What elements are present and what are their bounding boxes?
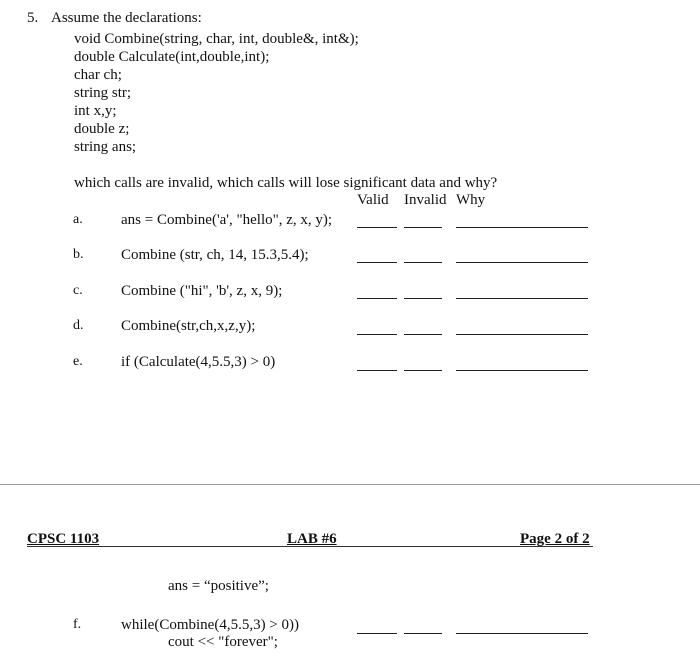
item-call: ans = Combine('a', "hello", z, x, y); <box>121 212 333 228</box>
valid-blank[interactable] <box>357 370 397 371</box>
item-call: Combine(str,ch,x,z,y); <box>121 318 256 334</box>
declaration-line: int x,y; <box>74 103 117 119</box>
page-break-divider <box>0 484 700 485</box>
valid-blank[interactable] <box>357 227 397 228</box>
footer-rule <box>27 546 593 547</box>
footer-course: CPSC 1103 <box>27 531 100 547</box>
header-why: Why <box>456 192 486 208</box>
item-letter: a. <box>73 212 83 227</box>
valid-blank[interactable] <box>357 334 397 335</box>
item-letter: c. <box>73 283 83 298</box>
item-letter: b. <box>73 247 84 262</box>
invalid-blank[interactable] <box>404 370 442 371</box>
invalid-blank[interactable] <box>404 298 442 299</box>
item-letter: d. <box>73 318 84 333</box>
why-blank[interactable] <box>456 633 588 634</box>
item-call: if (Calculate(4,5.5,3) > 0) <box>121 354 276 370</box>
question-intro: Assume the declarations: <box>51 10 202 26</box>
question-number: 5. <box>27 10 39 26</box>
invalid-blank[interactable] <box>404 262 442 263</box>
valid-blank[interactable] <box>357 262 397 263</box>
continuation-line: ans = “positive”; <box>168 578 269 594</box>
declaration-line: string ans; <box>74 139 137 155</box>
item-call: while(Combine(4,5.5,3) > 0)) <box>121 617 300 633</box>
footer-lab: LAB #6 <box>287 531 337 547</box>
why-blank[interactable] <box>456 227 588 228</box>
item-letter: e. <box>73 354 83 369</box>
why-blank[interactable] <box>456 334 588 335</box>
invalid-blank[interactable] <box>404 633 442 634</box>
declaration-line: string str; <box>74 85 132 101</box>
invalid-blank[interactable] <box>404 334 442 335</box>
invalid-blank[interactable] <box>404 227 442 228</box>
why-blank[interactable] <box>456 298 588 299</box>
valid-blank[interactable] <box>357 633 397 634</box>
header-valid: Valid <box>357 192 389 208</box>
why-blank[interactable] <box>456 262 588 263</box>
item-call: Combine (str, ch, 14, 15.3,5.4); <box>121 247 309 263</box>
declaration-line: double Calculate(int,double,int); <box>74 49 270 65</box>
declaration-line: void Combine(string, char, int, double&, int&); <box>74 31 359 47</box>
question-prompt: which calls are invalid, which calls will lose significant data and why? <box>74 175 498 191</box>
valid-blank[interactable] <box>357 298 397 299</box>
declaration-line: char ch; <box>74 67 122 83</box>
why-blank[interactable] <box>456 370 588 371</box>
header-invalid: Invalid <box>404 192 447 208</box>
item-call-body: cout << "forever"; <box>168 634 278 650</box>
footer-page: Page 2 of 2 <box>520 531 590 547</box>
declaration-line: double z; <box>74 121 130 137</box>
item-call: Combine ("hi", 'b', z, x, 9); <box>121 283 283 299</box>
item-letter: f. <box>73 617 82 632</box>
